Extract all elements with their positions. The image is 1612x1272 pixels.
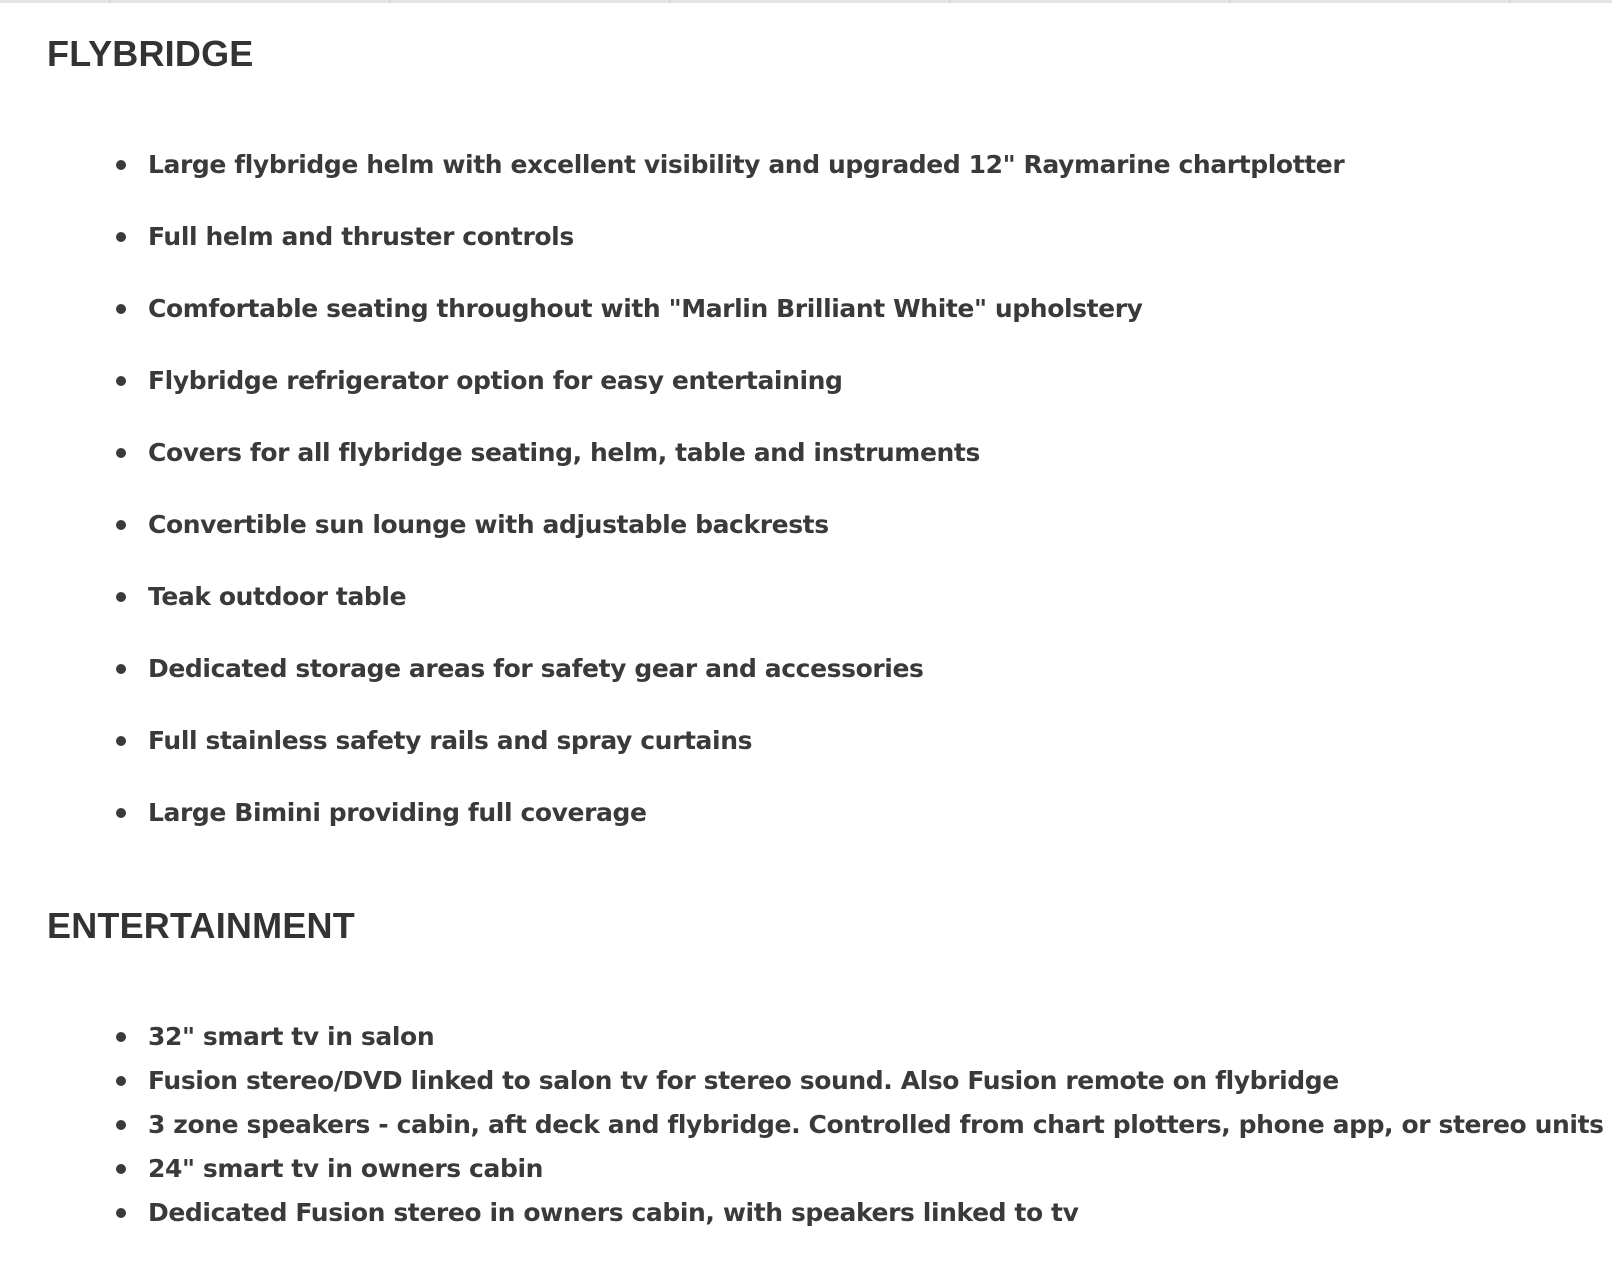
list-item: Large flybridge helm with excellent visibility and upgraded 12" Raymarine chartplotter <box>0 148 1344 220</box>
list-item: 3 zone speakers - cabin, aft deck and flybridge. Controlled from chart plotters, phone app, or stereo units <box>0 1109 1604 1153</box>
list-item: Convertible sun lounge with adjustable backrests <box>0 508 1344 580</box>
list-item: Fusion stereo/DVD linked to salon tv for stereo sound. Also Fusion remote on flybridge <box>0 1065 1604 1109</box>
divider-tick <box>949 0 950 3</box>
list-item: Dedicated Fusion stereo in owners cabin, with speakers linked to tv <box>0 1197 1604 1241</box>
list-item: 24" smart tv in owners cabin <box>0 1153 1604 1197</box>
divider-tick <box>109 0 110 3</box>
section-heading-flybridge: FLYBRIDGE <box>47 33 254 74</box>
entertainment-feature-list <box>0 1021 1604 1241</box>
top-divider <box>0 0 1612 3</box>
list-item: 32" smart tv in salon <box>0 1021 1604 1065</box>
divider-tick <box>389 0 390 3</box>
divider-tick <box>1509 0 1510 3</box>
list-item: Flybridge refrigerator option for easy entertaining <box>0 364 1344 436</box>
list-item: Comfortable seating throughout with "Marlin Brilliant White" upholstery <box>0 292 1344 364</box>
list-item: Teak outdoor table <box>0 580 1344 652</box>
section-heading-entertainment: ENTERTAINMENT <box>47 905 355 946</box>
list-item: Full stainless safety rails and spray curtains <box>0 724 1344 796</box>
list-item: Dedicated storage areas for safety gear and accessories <box>0 652 1344 724</box>
divider-tick <box>669 0 670 3</box>
divider-tick <box>1229 0 1230 3</box>
list-item: Full helm and thruster controls <box>0 220 1344 292</box>
flybridge-feature-list <box>0 148 1344 868</box>
list-item: Covers for all flybridge seating, helm, table and instruments <box>0 436 1344 508</box>
list-item: Large Bimini providing full coverage <box>0 796 1344 868</box>
